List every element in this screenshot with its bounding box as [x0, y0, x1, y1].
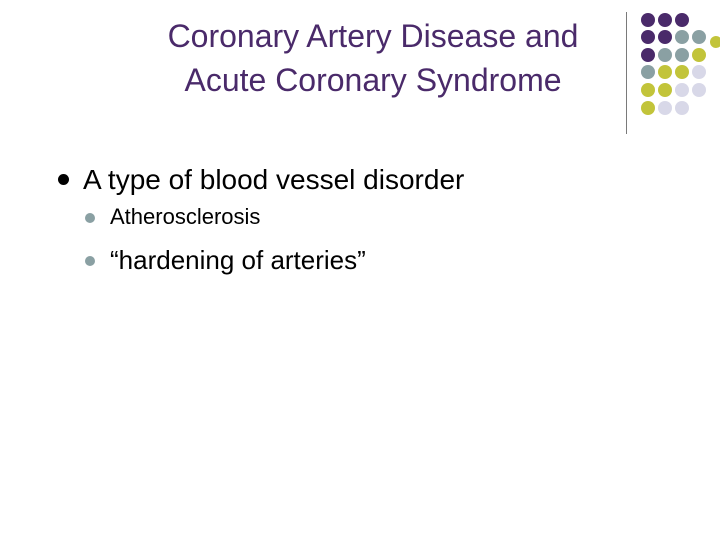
sub-bullet-dot [85, 213, 95, 223]
grid-dot [692, 83, 706, 97]
grid-dot [692, 30, 706, 44]
sub-bullet-dot [85, 256, 95, 266]
grid-dot [641, 13, 655, 27]
bullet-item: A type of blood vessel disorder [83, 164, 465, 195]
grid-dot [710, 36, 720, 48]
sub-bullet-item: Atherosclerosis [110, 204, 261, 229]
grid-dot [675, 13, 689, 27]
grid-dot [641, 48, 655, 62]
sub-bullet-item: “hardening of arteries” [110, 245, 366, 275]
slide-title-line-2: Acute Coronary Syndrome [184, 62, 562, 98]
bullet-dot [58, 174, 69, 185]
grid-dot [658, 83, 672, 97]
grid-dot [675, 65, 689, 79]
slide-title [118, 14, 628, 102]
grid-dot [641, 101, 655, 115]
divider-line [626, 12, 627, 134]
grid-dot [658, 13, 672, 27]
grid-dot [641, 65, 655, 79]
grid-dot [658, 48, 672, 62]
grid-dot [641, 30, 655, 44]
grid-dot [658, 65, 672, 79]
grid-dot [675, 48, 689, 62]
grid-dot [658, 30, 672, 44]
slide-title-line-1: Coronary Artery Disease and [167, 18, 579, 54]
grid-dot [675, 83, 689, 97]
grid-dot [658, 101, 672, 115]
grid-dot [692, 65, 706, 79]
grid-dot [692, 48, 706, 62]
grid-dot [675, 101, 689, 115]
grid-dot [641, 83, 655, 97]
grid-dot [675, 30, 689, 44]
